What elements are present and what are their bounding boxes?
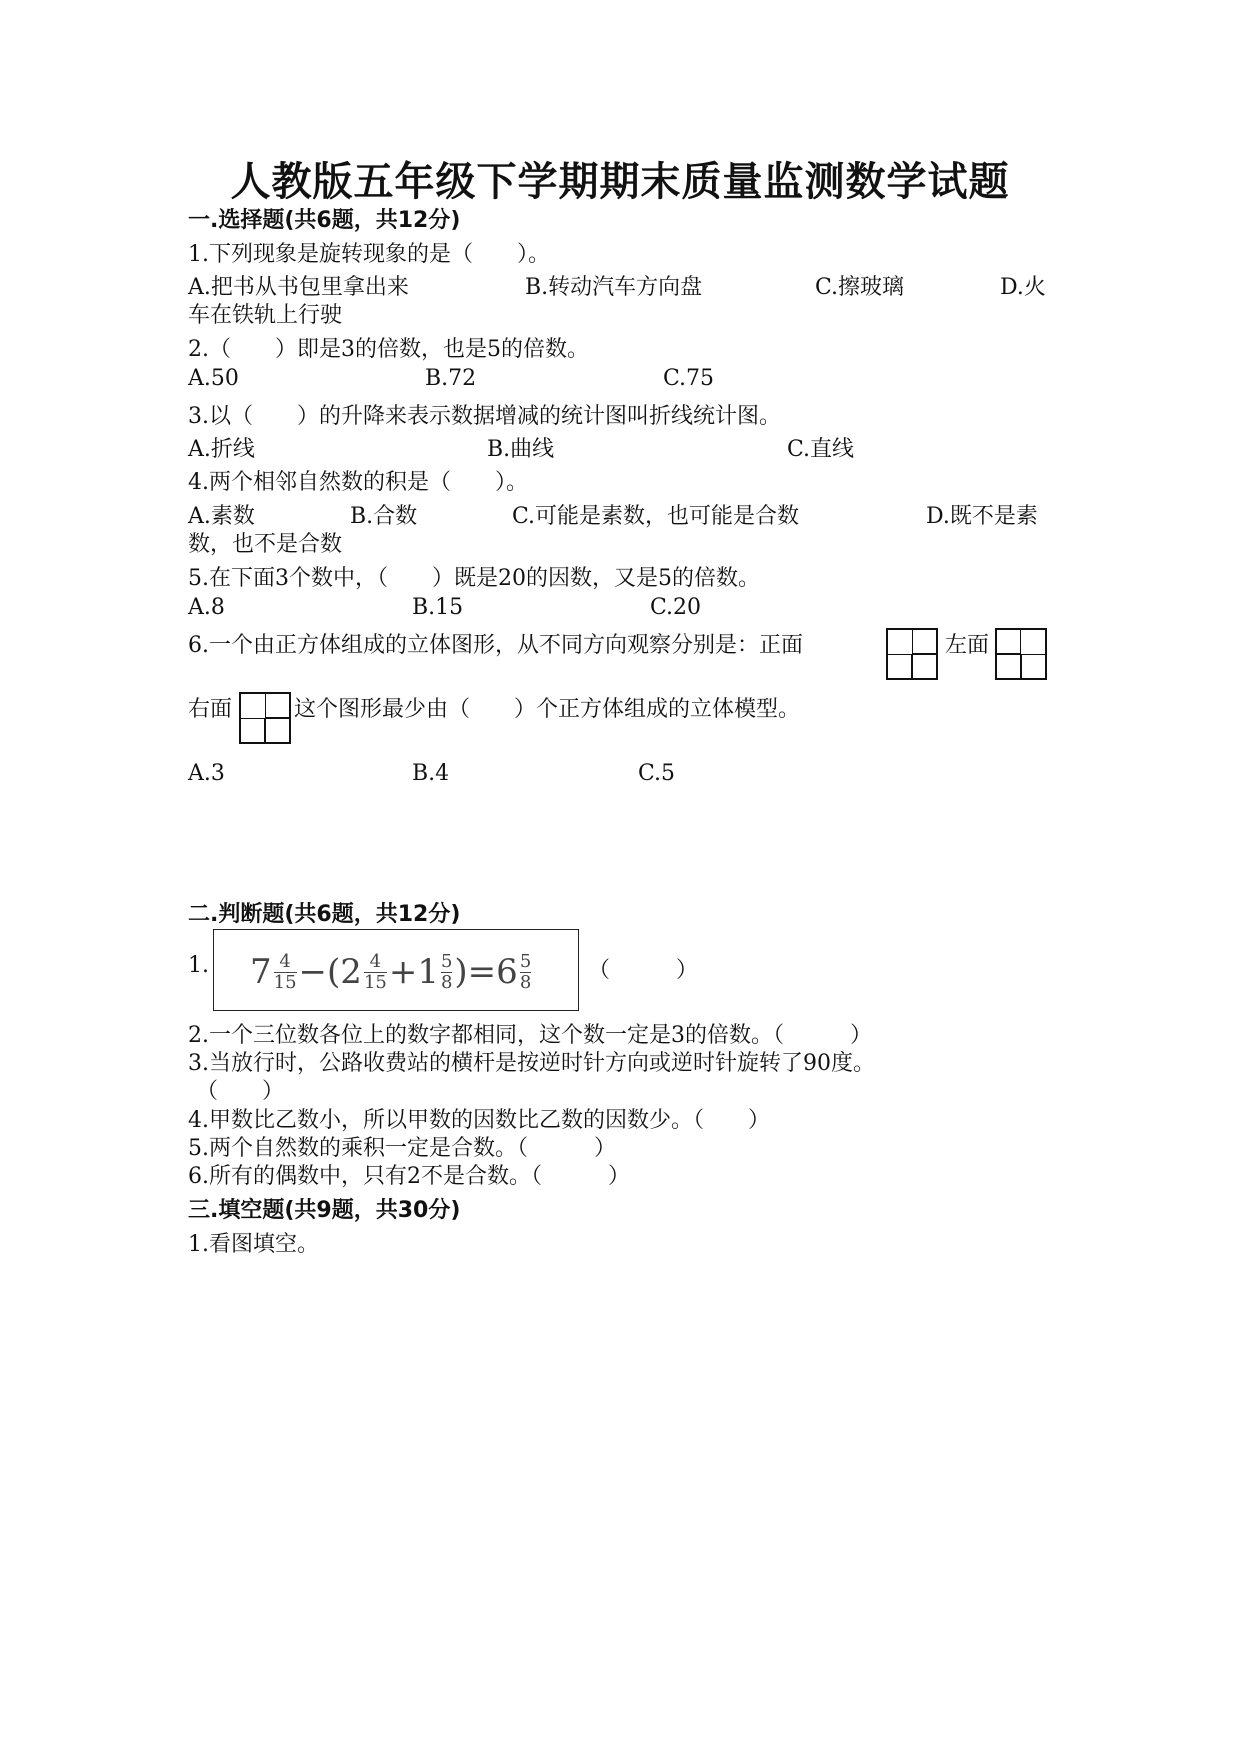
left-view-label: 左面 (945, 633, 990, 658)
cube-cell (265, 692, 291, 718)
option-a: A.素数 (188, 504, 255, 529)
option-b: B.4 (412, 761, 450, 786)
question-text: 1.看图填空。 (188, 1232, 319, 1257)
operator: −(2 (298, 952, 362, 992)
cube-cell (886, 654, 912, 680)
denominator: 15 (273, 971, 297, 993)
cube-cell (265, 718, 291, 744)
question-text: 6.一个由正方体组成的立体图形，从不同方向观察分别是：正面 (188, 633, 803, 658)
question-text: 5.两个自然数的乘积一定是合数。（ ） (188, 1136, 616, 1161)
option-c: C.5 (638, 761, 676, 786)
question-text: 6.所有的偶数中，只有2不是合数。（ ） (188, 1164, 630, 1189)
option-a: A.3 (188, 761, 225, 786)
option-a: A.8 (188, 595, 225, 620)
option-a: A.把书从书包里拿出来 (188, 275, 409, 300)
option-a: A.折线 (188, 437, 255, 462)
option-b: B.转动汽车方向盘 (525, 275, 703, 300)
numerator: 5 (440, 950, 453, 972)
operator: +1 (388, 952, 439, 992)
option-d: D.火 (1000, 275, 1046, 300)
whole-7: 7 (250, 952, 272, 992)
option-d: D.既不是素 (926, 504, 1038, 529)
question-text: 4.甲数比乙数小，所以甲数的因数比乙数的因数少。（ ） (188, 1108, 770, 1133)
question-text: 2.一个三位数各位上的数字都相同，这个数一定是3的倍数。（ ） (188, 1023, 872, 1048)
fraction (441, 952, 452, 993)
option-b: B.合数 (350, 504, 418, 529)
option-d-continued: 数，也不是合数 (188, 532, 343, 557)
fraction (520, 952, 531, 993)
left-view-figure (995, 628, 1047, 680)
cube-cell (995, 628, 1021, 654)
question-text: 1.下列现象是旋转现象的是（ ）。 (188, 242, 550, 267)
numerator: 4 (369, 950, 382, 972)
option-c: C.可能是素数，也可能是合数 (512, 504, 800, 529)
section-heading-fill: 三.填空题(共9题，共30分) (188, 1198, 461, 1223)
denominator: 8 (519, 971, 532, 993)
question-text: 2.（ ）即是3的倍数，也是5的倍数。 (188, 337, 589, 362)
question-number: 1. (188, 953, 209, 978)
option-c: C.75 (663, 366, 715, 391)
numerator: 5 (519, 950, 532, 972)
numerator: 4 (279, 950, 291, 972)
option-c: C.20 (650, 595, 702, 620)
front-view-figure (886, 628, 938, 680)
cube-cell (995, 654, 1021, 680)
operator: )=6 (454, 952, 518, 992)
cube-cell (912, 628, 938, 654)
option-a: A.50 (188, 366, 239, 391)
section-heading-choice: 一.选择题(共6题，共12分) (188, 208, 461, 233)
question-text-continued: 这个图形最少由（ ）个正方体组成的立体模型。 (294, 697, 801, 722)
option-b: B.曲线 (487, 437, 555, 462)
denominator: 15 (363, 971, 387, 993)
answer-parentheses: （ ） (588, 958, 699, 983)
section-heading-judgement: 二.判断题(共6题，共12分) (188, 902, 461, 927)
answer-parentheses: （ ） (196, 1079, 285, 1104)
question-text: 3.以（ ）的升降来表示数据增减的统计图叫折线统计图。 (188, 404, 781, 429)
option-c: C.直线 (787, 437, 855, 462)
option-d-continued: 车在铁轨上行驶 (188, 303, 343, 328)
fraction (364, 952, 387, 993)
option-c: C.擦玻璃 (815, 275, 905, 300)
formula (250, 944, 533, 1000)
right-view-label: 右面 (188, 697, 233, 722)
cube-cell (1021, 654, 1047, 680)
right-view-figure (239, 692, 291, 744)
option-b: B.72 (425, 366, 477, 391)
question-text: 5.在下面3个数中，（ ）既是20的因数，又是5的倍数。 (188, 566, 760, 591)
cube-cell (239, 718, 265, 744)
option-b: B.15 (412, 595, 464, 620)
question-text: 3.当放行时，公路收费站的横杆是按逆时针方向或逆时针旋转了90度。 (188, 1051, 875, 1076)
cube-cell (912, 654, 938, 680)
fraction (274, 952, 297, 993)
question-text: 4.两个相邻自然数的积是（ ）。 (188, 470, 528, 495)
page-title: 人教版五年级下学期期末质量监测数学试题 (230, 158, 1010, 205)
denominator: 8 (440, 971, 453, 993)
